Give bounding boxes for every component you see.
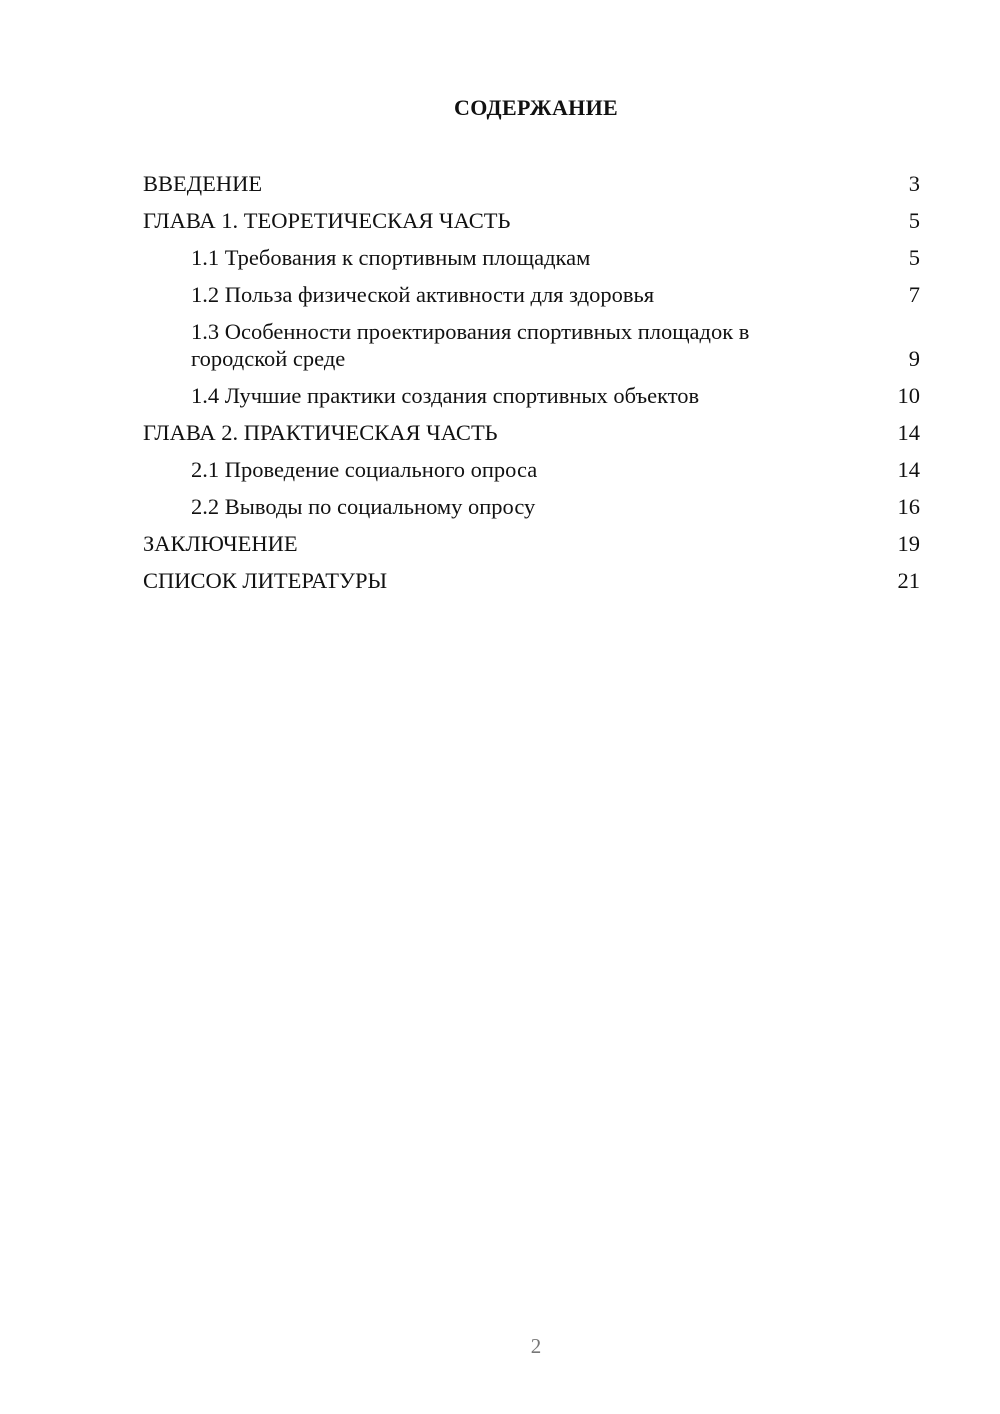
toc-entry-chapter-1[interactable] — [143, 207, 920, 234]
toc-entry-label: 1.3 Особенности проектирования спортивных площадок в городской среде — [191, 319, 750, 371]
page-title: СОДЕРЖАНИЕ — [454, 95, 618, 120]
toc-entry-label: СПИСОК ЛИТЕРАТУРЫ — [143, 568, 388, 593]
toc-entry-conclusion[interactable] — [143, 530, 920, 557]
toc-entry-page: 7 — [908, 282, 920, 307]
toc-entry-label: 2.1 Проведение социального опроса — [191, 457, 538, 482]
toc-entry-label: 1.1 Требования к спортивным площадкам — [191, 245, 591, 270]
toc-entry-section-2-1[interactable] — [143, 456, 920, 483]
toc-entry-label: 2.2 Выводы по социальному опросу — [191, 494, 536, 519]
toc-entry-page: 9 — [908, 346, 920, 371]
toc-entry-page: 14 — [897, 457, 920, 482]
toc-entry-label: ГЛАВА 2. ПРАКТИЧЕСКАЯ ЧАСТЬ — [143, 420, 498, 445]
toc-entry-page: 21 — [897, 568, 920, 593]
page-number: 2 — [530, 1334, 542, 1358]
toc-entry-label: 1.2 Польза физической активности для здоровья — [191, 282, 655, 307]
table-of-contents — [143, 170, 920, 604]
toc-entry-page: 16 — [897, 494, 920, 519]
toc-entry-section-1-3[interactable] — [143, 318, 920, 372]
toc-entry-section-1-4[interactable] — [143, 382, 920, 409]
toc-entry-label: ЗАКЛЮЧЕНИЕ — [143, 531, 298, 556]
toc-entry-section-2-2[interactable] — [143, 493, 920, 520]
toc-entry-page: 5 — [908, 245, 920, 270]
toc-entry-page: 5 — [908, 208, 920, 233]
toc-entry-page: 14 — [897, 420, 920, 445]
toc-entry-label: ВВЕДЕНИЕ — [143, 171, 263, 196]
toc-entry-section-1-1[interactable] — [143, 244, 920, 271]
toc-entry-page: 10 — [897, 383, 920, 408]
toc-entry-page: 3 — [908, 171, 920, 196]
toc-entry-section-1-2[interactable] — [143, 281, 920, 308]
toc-entry-page: 19 — [897, 531, 920, 556]
toc-entry-bibliography[interactable] — [143, 567, 920, 594]
toc-entry-introduction[interactable] — [143, 170, 920, 197]
toc-entry-chapter-2[interactable] — [143, 419, 920, 446]
toc-entry-label: ГЛАВА 1. ТЕОРЕТИЧЕСКАЯ ЧАСТЬ — [143, 208, 511, 233]
toc-entry-label: 1.4 Лучшие практики создания спортивных объектов — [191, 383, 700, 408]
